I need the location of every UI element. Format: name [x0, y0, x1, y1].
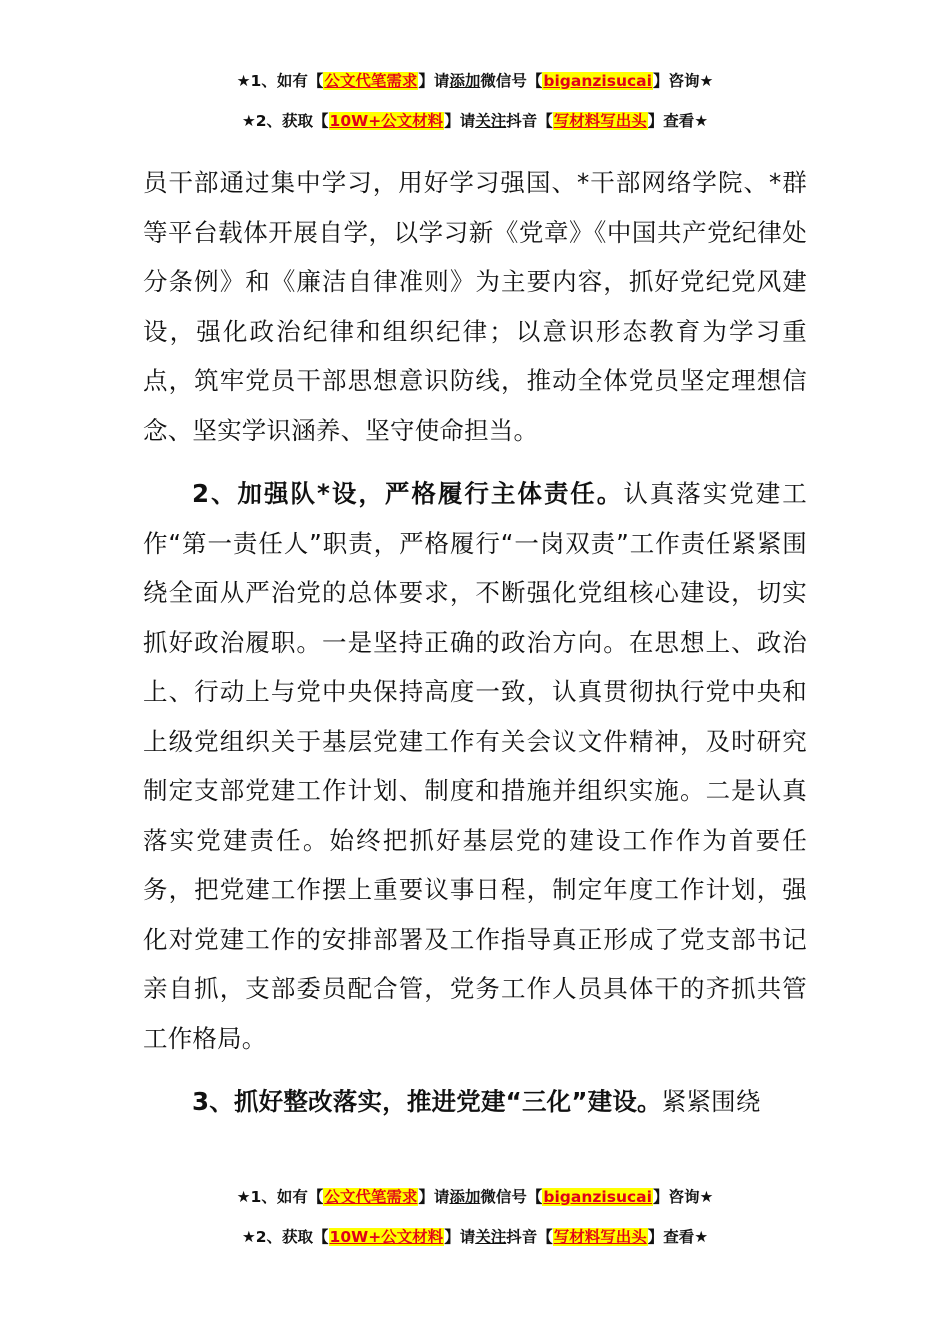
- footer-banner: [0, 1186, 950, 1266]
- document-body: [143, 158, 807, 1127]
- banner-line-2: ★2、获取【10W+公文材料】请关注抖音【写材料写出头】查看★: [241, 1228, 709, 1246]
- banner-line-1: ★1、如有【公文代笔需求】请添加微信号【biganzisucai】咨询★: [236, 1188, 714, 1206]
- header-banner: [0, 70, 950, 150]
- banner-line-2: ★2、获取【10W+公文材料】请关注抖音【写材料写出头】查看★: [241, 112, 709, 130]
- banner-highlight: biganzisucai: [543, 1188, 652, 1206]
- paragraph-1: 员干部通过集中学习，用好学习强国、*干部网络学院、*群等平台载体开展自学，以学习新《党章》《中国共产党纪律处分条例》和《廉洁自律准则》为主要内容，抓好党纪党风建设，强化政治纪律和组织纪律；以意识形态教育为学习重点，筑牢党员干部思想意识防线，推动全体党员坚定理想信念、坚实学识涵养、坚守使命担当。: [143, 168, 807, 445]
- paragraph-2: 2、加强队*设，严格履行主体责任。认真落实党建工作“第一责任人”职责，严格履行“一岗双责”工作责任紧紧围绕全面从严治党的总体要求，不断强化党组核心建设，切实抓好政治履职。一是坚持正确的政治方向。在思想上、政治上、行动上与党中央保持高度一致，认真贯彻执行党中央和上级党组织关于基层党建工作有关会议文件精神，及时研究制定支部党建工作计划、制度和措施并组织实施。二是认真落实党建责任。始终把抓好基层党的建设工作作为首要任务，把党建工作摆上重要议事日程，制定年度工作计划，强化对党建工作的安排部署及工作指导真正形成了党支部书记亲自抓，支部委员配合管，党务工作人员具体干的齐抓共管工作格局。: [143, 479, 807, 1053]
- banner-highlight: biganzisucai: [543, 72, 652, 90]
- paragraph-2-heading: 2、加强队*设，严格履行主体责任。: [192, 479, 624, 508]
- paragraph-3: 3、抓好整改落实，推进党建“三化”建设。紧紧围绕: [192, 1087, 761, 1116]
- banner-highlight: 10W+公文材料: [329, 112, 444, 130]
- banner-highlight: 公文代笔需求: [324, 1188, 418, 1206]
- banner-highlight: 写材料写出头: [553, 112, 647, 130]
- paragraph-3-heading: 3、抓好整改落实，推进党建“三化”建设。: [192, 1087, 662, 1116]
- banner-highlight: 10W+公文材料: [329, 1228, 444, 1246]
- banner-highlight: 公文代笔需求: [324, 72, 418, 90]
- banner-highlight: 写材料写出头: [553, 1228, 647, 1246]
- banner-line-1: ★1、如有【公文代笔需求】请添加微信号【biganzisucai】咨询★: [236, 72, 714, 90]
